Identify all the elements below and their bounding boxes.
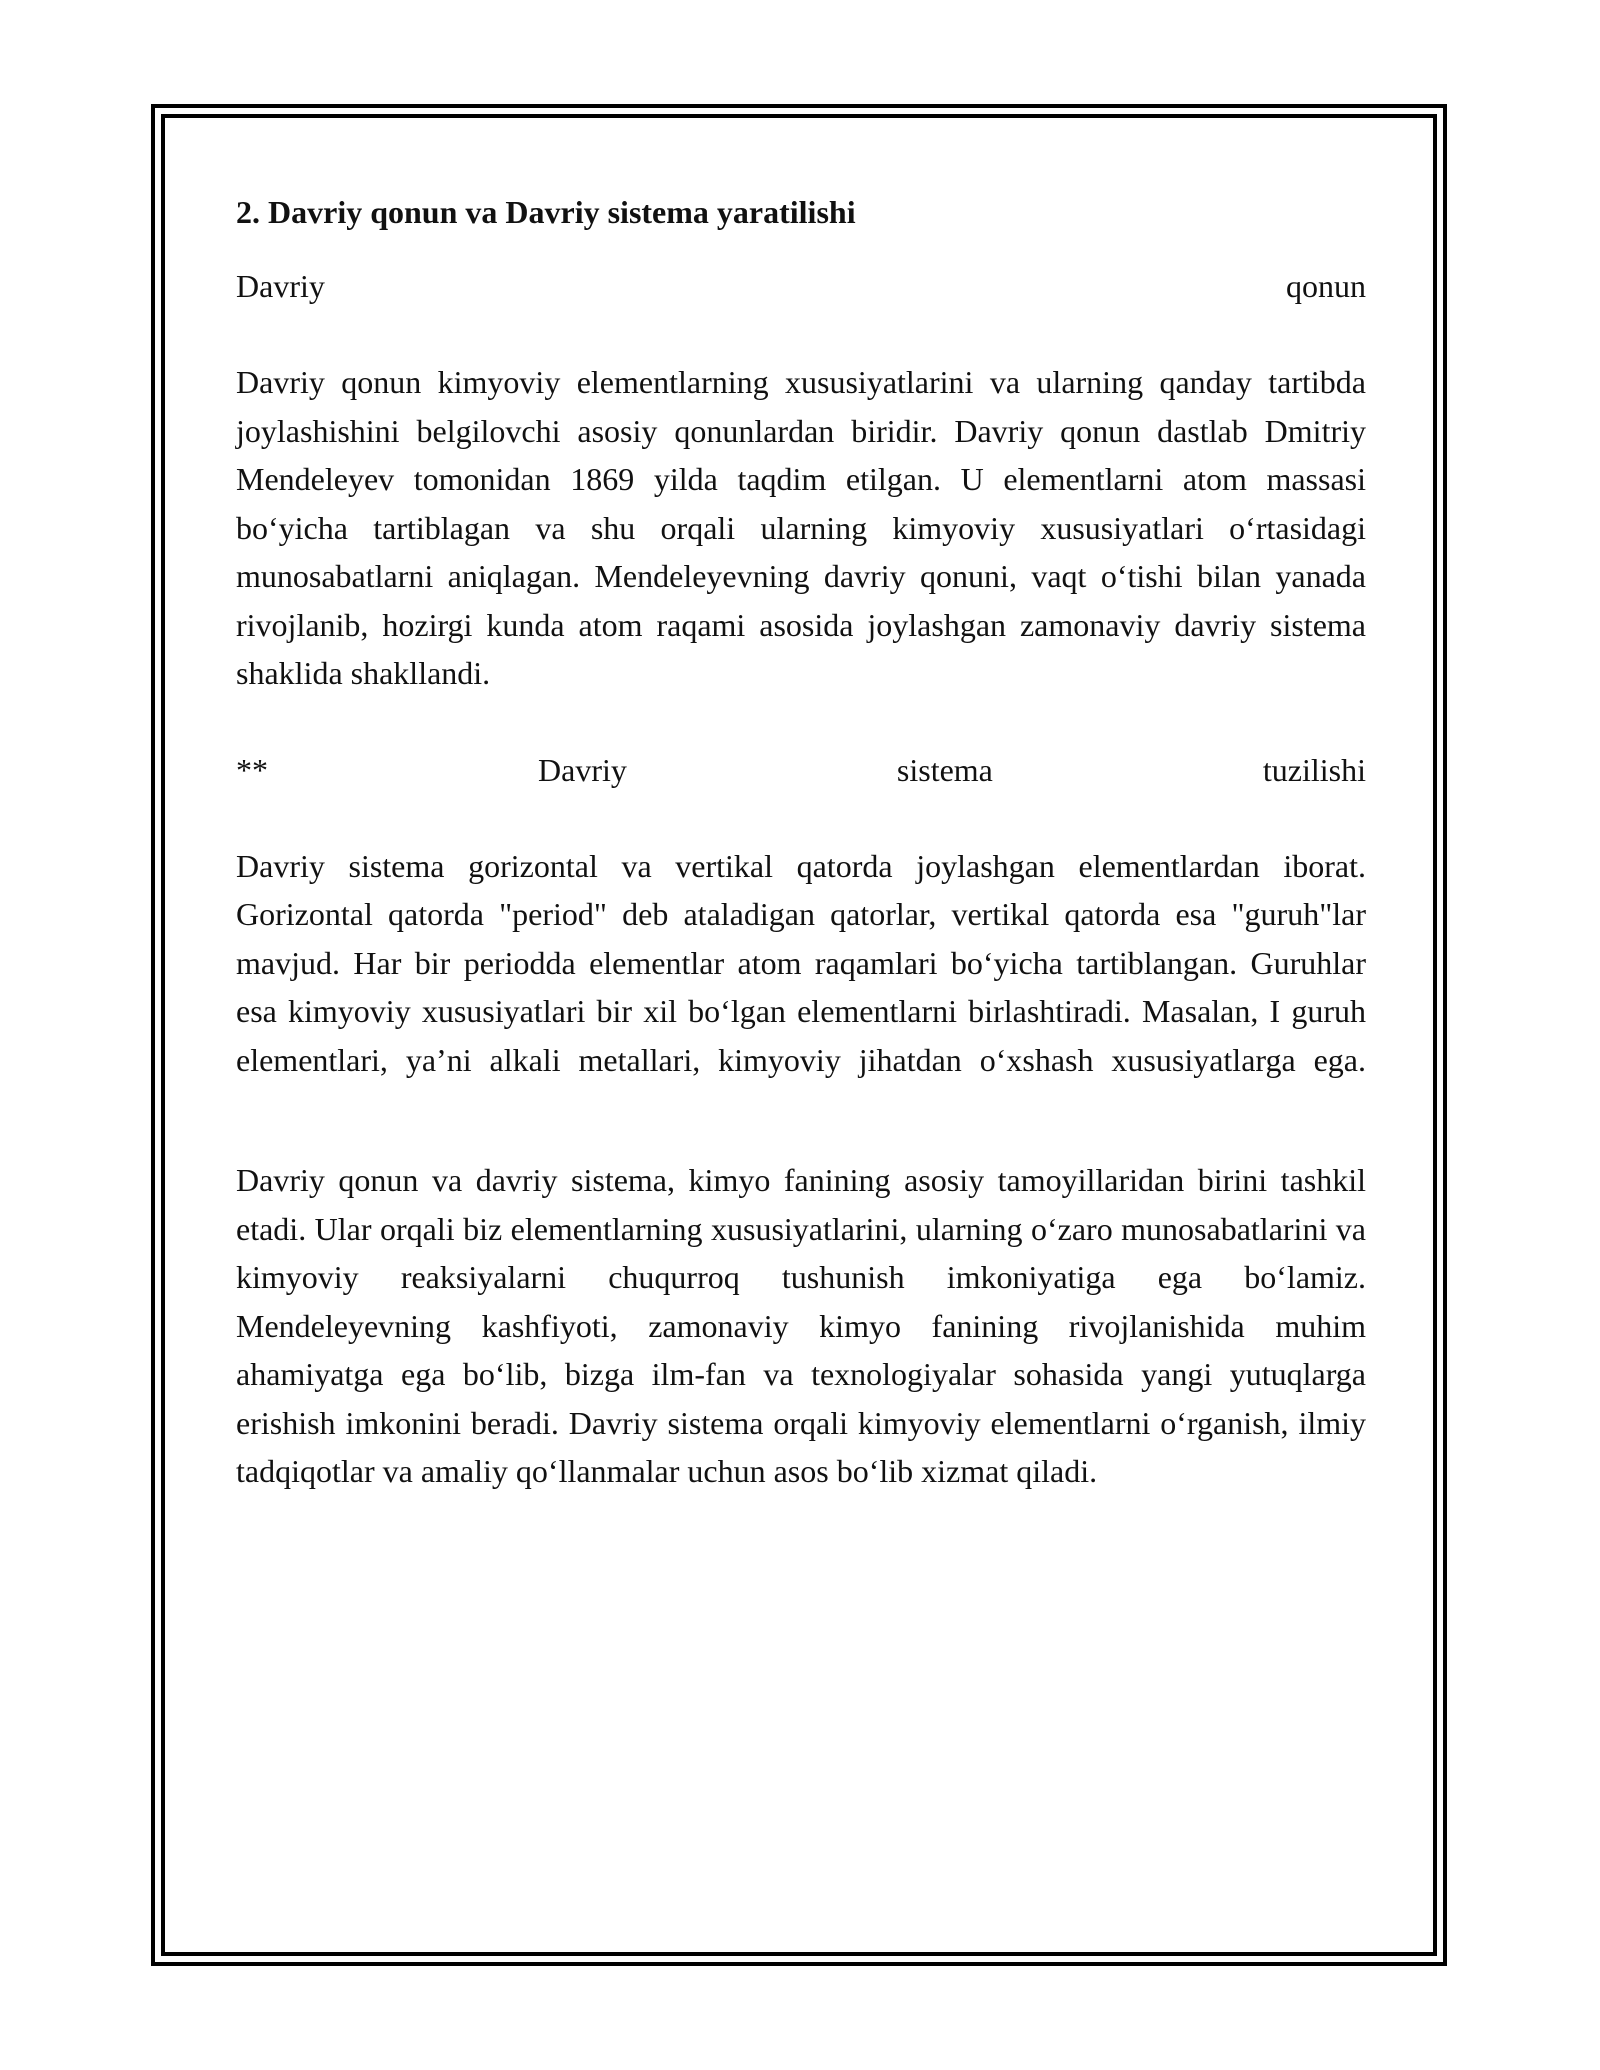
subheading-davriy-qonun <box>236 262 1366 310</box>
subheading-word: Davriy <box>538 751 627 788</box>
spacer <box>236 1084 1366 1156</box>
subheading-davriy-sistema-tuzilishi <box>236 746 1366 794</box>
paragraph-davriy-sistema: Davriy sistema gorizontal va vertikal qatorda joylashgan elementlardan iborat. Gorizontal qatorda "period" deb ataladigan qatorlar, vertikal qatorda esa "guruh"lar mavjud. Har bir periodda elementlar atom raqamlari bo‘yicha tartiblangan. Guruhlar esa kimyoviy xususiyatlari bir xil bo‘lgan elementlarni birlashtiradi. Masalan, I guruh elementlari, ya’ni alkali metallari, kimyoviy jihatdan o‘xshash xususiyatlarga ega. <box>236 847 1366 1078</box>
section-heading: 2. Davriy qonun va Davriy sistema yaratilishi <box>236 194 856 230</box>
spacer <box>236 310 1366 358</box>
spacer <box>236 698 1366 746</box>
spacer <box>236 794 1366 842</box>
subheading-word: sistema <box>896 751 993 788</box>
subheading-word: ** <box>236 751 268 788</box>
document-body <box>236 188 1366 1496</box>
paragraph-conclusion: Davriy qonun va davriy sistema, kimyo fanining asosiy tamoyillaridan birini tashkil etadi. Ular orqali biz elementlarning xususiyatlarini, ularning o‘zaro munosabatlarini va kimyoviy reaksiyalarni chuqurroq tushunish imkoniyatiga ega bo‘lamiz. Mendeleyevning kashfiyoti, zamonaviy kimyo fanining rivojlanishida muhim ahamiyatga ega bo‘lib, bizga ilm-fan va texnologiyalar sohasida yangi yutuqlarga erishish imkonini beradi. Davriy sistema orqali kimyoviy elementlarni o‘rganish, ilmiy tadqiqotlar va amaliy qo‘llanmalar uchun asos bo‘lib xizmat qiladi. <box>236 1162 1366 1489</box>
paragraph-davriy-qonun: Davriy qonun kimyoviy elementlarning xususiyatlarini va ularning qanday tartibda joylashishini belgilovchi asosiy qonunlardan biridir. Davriy qonun dastlab Dmitriy Mendeleyev tomonidan 1869 yilda taqdim etilgan. U elementlarni atom massasi bo‘yicha tartiblagan va shu orqali ularning kimyoviy xususiyatlari o‘rtasidagi munosabatlarni aniqlagan. Mendeleyevning davriy qonuni, vaqt o‘tishi bilan yanada rivojlanib, hozirgi kunda atom raqami asosida joylashgan zamonaviy davriy sistema shaklida shakllandi. <box>236 364 1366 691</box>
subheading-word: qonun <box>1286 268 1366 304</box>
subheading-word: Davriy <box>236 268 325 304</box>
subheading-word: tuzilishi <box>1262 751 1366 788</box>
